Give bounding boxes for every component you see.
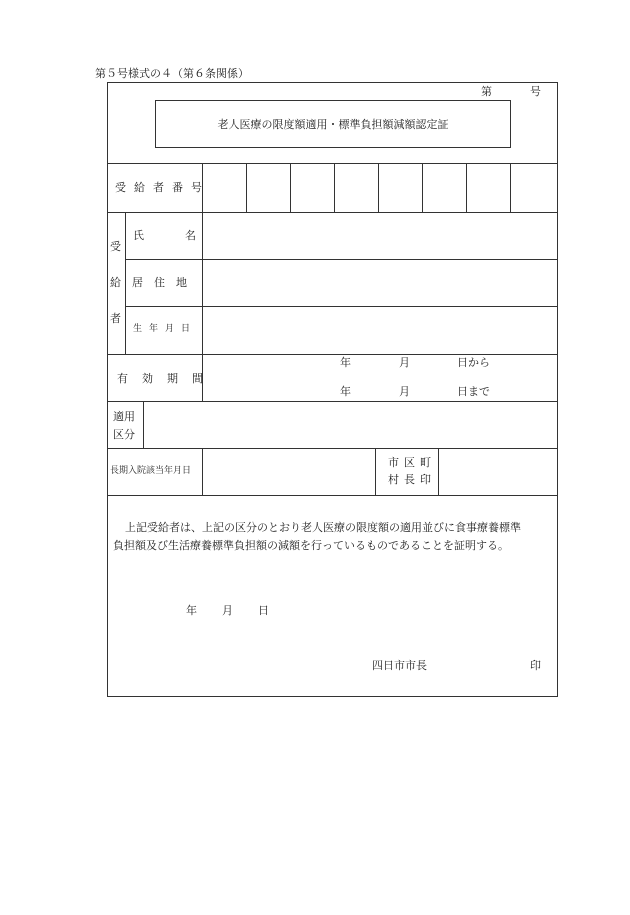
validity-to-month: 月 bbox=[399, 385, 410, 398]
recipient-number-label: 受給者番号 bbox=[115, 181, 210, 194]
issue-date-month: 月 bbox=[222, 604, 233, 617]
recipient-group-char-3: 者 bbox=[110, 312, 121, 325]
category-label: 適用区分 bbox=[113, 410, 135, 441]
cert-no-suffix: 号 bbox=[530, 85, 541, 98]
issuer-name: 四日市市長 bbox=[372, 659, 427, 672]
validity-to-year: 年 bbox=[340, 385, 351, 398]
long-term-date-field[interactable] bbox=[203, 449, 374, 495]
address-label: 居住地 bbox=[132, 276, 198, 289]
name-label-left: 氏 bbox=[133, 229, 144, 242]
recipient-group-char-1: 受 bbox=[110, 240, 121, 253]
recipient-number-digits[interactable] bbox=[202, 163, 510, 212]
mayor-seal-label-1: 市区町 bbox=[388, 456, 436, 469]
mayor-seal-field[interactable] bbox=[439, 449, 557, 495]
recipient-group-char-2: 給 bbox=[110, 276, 121, 289]
validity-from-year: 年 bbox=[340, 356, 351, 369]
validity-from-month: 月 bbox=[399, 356, 410, 369]
form-code: 第５号様式の４（第６条関係） bbox=[95, 67, 249, 80]
statement-line-2: 負担額及び生活療養標準負担額の減額を行っているものであることを証明する。 bbox=[113, 539, 509, 552]
statement-line-1: 上記受給者は、上記の区分のとおり老人医療の限度額の適用並びに食事療養標準 bbox=[125, 521, 521, 534]
long-term-date-label: 長期入院該当年月日 bbox=[110, 466, 192, 476]
name-label-right: 名 bbox=[185, 229, 196, 242]
mayor-seal-label-2: 村長印 bbox=[388, 473, 436, 486]
address-field[interactable] bbox=[203, 260, 557, 306]
issuer-seal: 印 bbox=[530, 659, 541, 672]
validity-to-day: 日まで bbox=[457, 385, 490, 398]
validity-from-day: 日から bbox=[457, 356, 490, 369]
issue-date-year: 年 bbox=[186, 604, 197, 617]
cert-no-prefix: 第 bbox=[481, 85, 492, 98]
name-field[interactable] bbox=[203, 213, 557, 259]
birth-date-field[interactable] bbox=[203, 307, 557, 354]
category-field[interactable] bbox=[144, 402, 557, 448]
issue-date-day: 日 bbox=[258, 604, 269, 617]
certificate-title: 老人医療の限度額適用・標準負担額減額認定証 bbox=[217, 118, 449, 131]
birth-date-label: 生年月日 bbox=[133, 324, 198, 334]
validity-label: 有効期間 bbox=[117, 372, 217, 385]
